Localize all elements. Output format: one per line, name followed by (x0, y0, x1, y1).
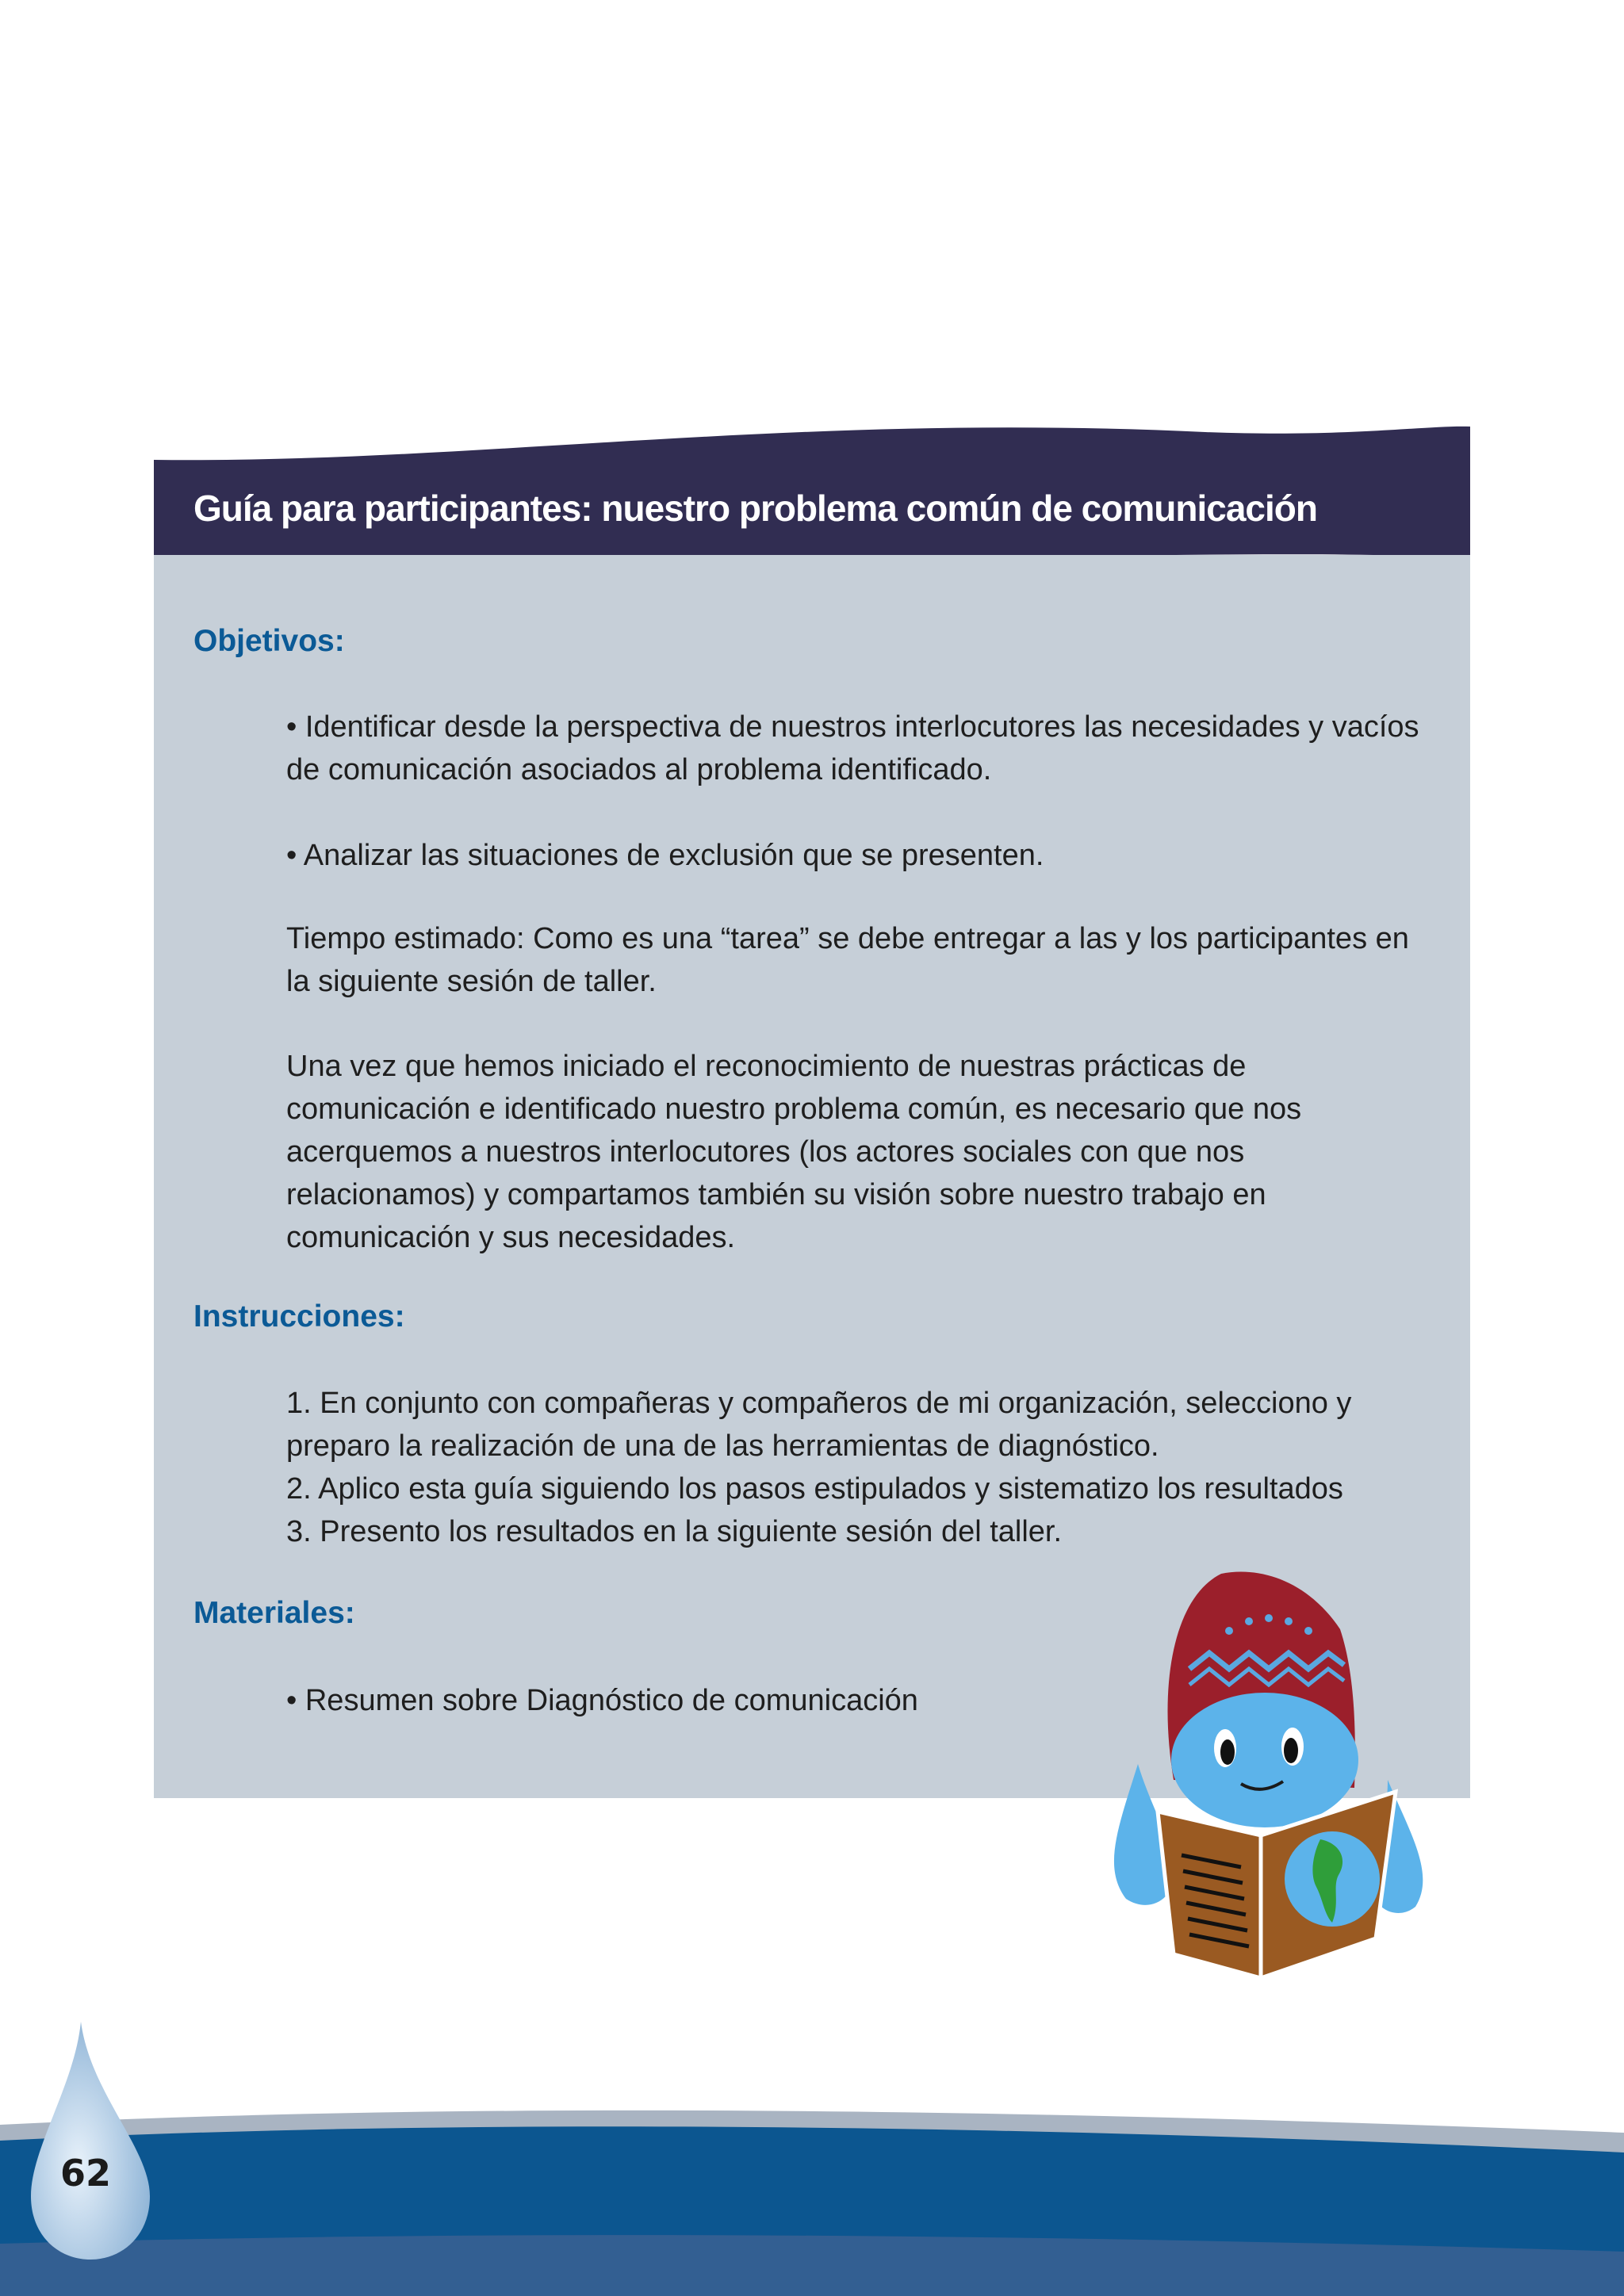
material-item-1: • Resumen sobre Diagnóstico de comunicación (286, 1684, 918, 1717)
instruction-step-2: 2. Aplico esta guía siguiendo los pasos estipulados y sistematizo los resultados (286, 1472, 1343, 1506)
objetivos-heading: Objetivos: (193, 624, 345, 658)
water-drop-icon (27, 2022, 154, 2267)
page-number: 62 (59, 2152, 111, 2195)
footer-wave (0, 2093, 1624, 2296)
instruction-step-1: 1. En conjunto con compañeras y compañeros de mi organización, selecciono y preparo la realización de una de las herramientas de diagnóstico. (286, 1387, 1352, 1463)
tiempo-estimado: Tiempo estimado: Como es una “tarea” se debe entregar a las y los participantes en la siguiente sesión de taller. (286, 922, 1409, 998)
objetivo-item-2: • Analizar las situaciones de exclusión que se presenten. (286, 839, 1044, 872)
box-title: Guía para participantes: nuestro problema común de comunicación (193, 488, 1317, 529)
materiales-heading: Materiales: (193, 1596, 355, 1630)
water-drop-mascot-icon (1102, 1566, 1451, 2042)
intro-paragraph: Una vez que hemos iniciado el reconocimiento de nuestras prácticas de comunicación e identificado nuestro problema común, es necesario que nos acerquemos a nuestros interlocutores (los actores sociales con que nos relacionamos) y compartamos también su visión sobre nuestro trabajo en comunicación y sus necesidades. (286, 1050, 1302, 1254)
objetivo-item-1: • Identificar desde la perspectiva de nuestros interlocutores las necesidades y vacíos de comunicación asociados al problema identificado. (286, 710, 1419, 786)
instrucciones-heading: Instrucciones: (193, 1299, 405, 1334)
instruction-step-3: 3. Presento los resultados en la siguiente sesión del taller. (286, 1515, 1063, 1548)
